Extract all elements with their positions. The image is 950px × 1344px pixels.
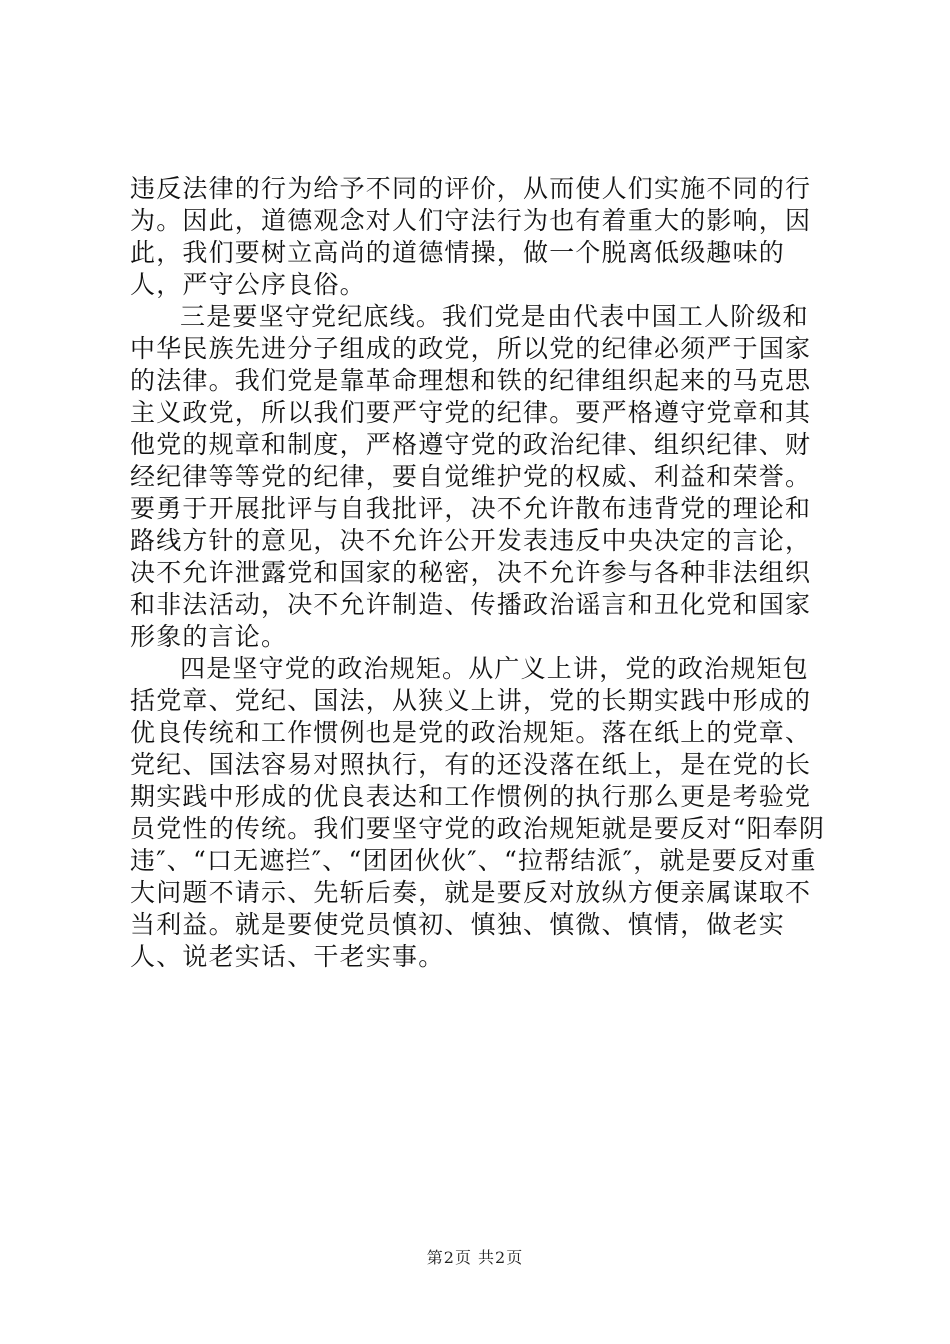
paragraph-continuation: 违反法律的行为给予不同的评价，从而使人们实施不同的行为。因此，道德观念对人们守法行为也有着重大的影响，因此，我们要树立高尚的道德情操，做一个脱离低级趣味的人，严守公序良俗。 (130, 174, 812, 299)
document-body (130, 173, 830, 973)
paragraph-party-discipline: 三是要坚守党纪底线。我们党是由代表中国工人阶级和中华民族先进分子组成的政党，所以党的纪律必须严于国家的法律。我们党是靠革命理想和铁的纪律组织起来的马克思主义政党，所以我们要严守党的纪律。要严格遵守党章和其他党的规章和制度，严格遵守党的政治纪律、组织纪律、财经纪律等等党的纪律，要自觉维护党的权威、利益和荣誉。要勇于开展批评与自我批评，决不允许散布违背党的理论和路线方针的意见，决不允许公开发表违反中央决定的言论，决不允许泄露党和国家的秘密，决不允许参与各种非法组织和非法活动，决不允许制造、传播政治谣言和丑化党和国家形象的言论。 (130, 302, 812, 651)
page-footer: 第2页 共2页 (426, 1248, 524, 1267)
paragraph-political-rules: 四是坚守党的政治规矩。从广义上讲，党的政治规矩包括党章、党纪、国法，从狭义上讲，党的长期实践中形成的优良传统和工作惯例也是党的政治规矩。落在纸上的党章、党纪、国法容易对照执行，有的还没落在纸上，是在党的长期实践中形成的优良表达和工作惯例的执行那么更是考验党员党性的传统。我们要坚守党的政治规矩就是要反对“阳奉阴违″、“口无遮拦″、“团团伙伙″、“拉帮结派″，就是要反对重大问题不请示、先斩后奏，就是要反对放纵方便亲属谋取不当利益。就是要使党员慎初、慎独、慎微、慎情，做老实人、说老实话、干老实事。 (130, 654, 826, 971)
